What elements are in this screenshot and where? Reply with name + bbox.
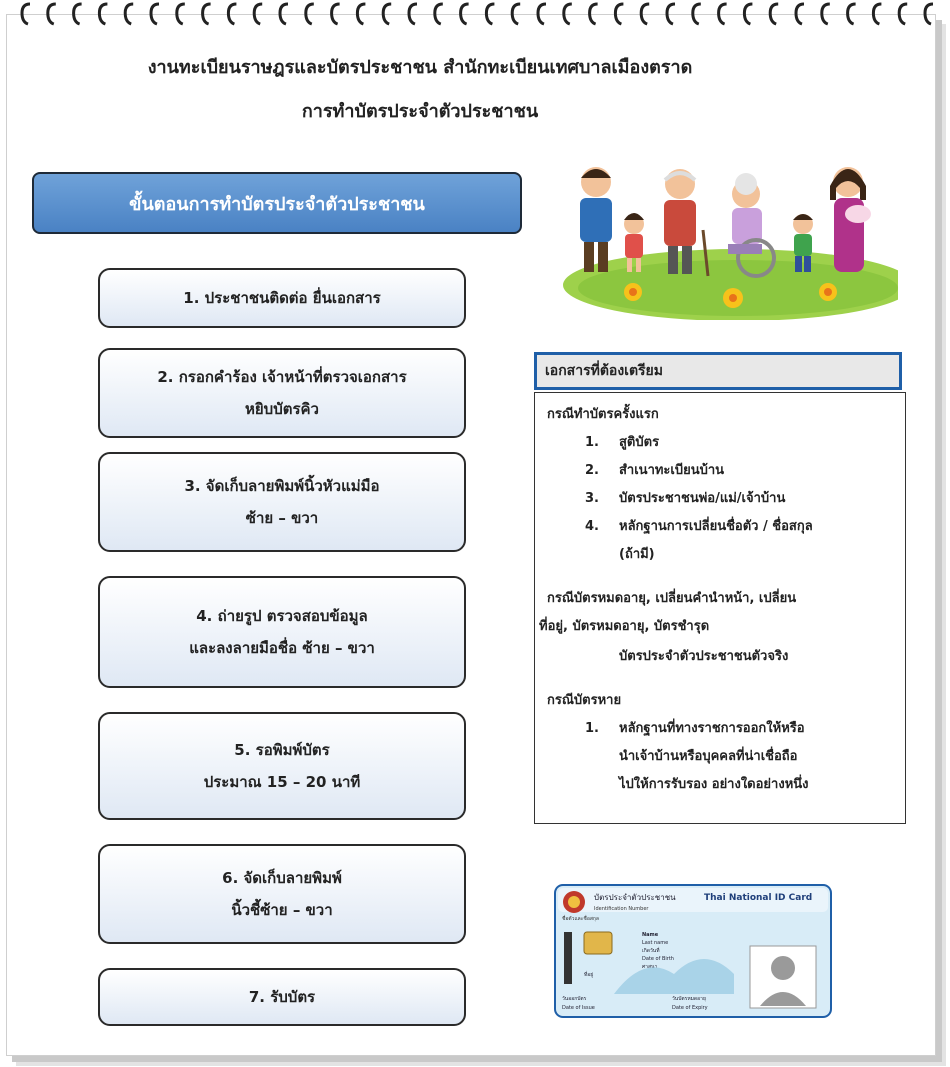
card-expiry-th: วันบัตรหมดอายุ bbox=[672, 996, 706, 1002]
office-heading: งานทะเบียนราษฎรและบัตรประชาชน สำนักทะเบียนเทศบาลเมืองตราด bbox=[147, 57, 693, 78]
doc-item-1: สูติบัตร bbox=[619, 435, 660, 450]
id-card-image bbox=[554, 884, 832, 1018]
card-address: ที่อยู่ bbox=[584, 972, 594, 978]
doc-item-3-num: 3. bbox=[585, 491, 599, 506]
spiral-ring bbox=[719, 4, 727, 24]
spiral-ring bbox=[203, 4, 211, 24]
spiral-ring bbox=[383, 4, 391, 24]
spiral-ring bbox=[99, 4, 107, 24]
spiral-ring bbox=[74, 4, 82, 24]
doc-item-3: บัตรประชาชนพ่อ/แม่/เจ้าบ้าน bbox=[619, 491, 786, 506]
spiral-ring bbox=[486, 4, 494, 24]
spiral-ring bbox=[357, 4, 365, 24]
card-issue-th: วันออกบัตร bbox=[562, 996, 587, 1002]
spiral-ring bbox=[409, 4, 417, 24]
step-6 bbox=[98, 844, 466, 944]
lost-item-num: 1. bbox=[585, 721, 599, 736]
expired-heading-2: ที่อยู่, บัตรหมดอายุ, บัตรชำรุด bbox=[539, 619, 710, 634]
spiral-ring bbox=[461, 4, 469, 24]
doc-item-4-note: (ถ้ามี) bbox=[619, 547, 655, 562]
spiral-ring bbox=[538, 4, 546, 24]
family-illustration bbox=[558, 160, 898, 320]
step-7 bbox=[98, 968, 466, 1026]
step-3-text: 3. จัดเก็บลายพิมพ์นิ้วหัวแม่มือ bbox=[184, 477, 380, 495]
expired-item: บัตรประจำตัวประชาชนตัวจริง bbox=[619, 649, 789, 664]
spiral-ring bbox=[822, 4, 830, 24]
lost-item-line2: นำเจ้าบ้านหรือบุคคลที่น่าเชื่อถือ bbox=[619, 749, 798, 764]
step-5 bbox=[98, 712, 466, 820]
spiral-ring bbox=[435, 4, 443, 24]
card-id-label: Identification Number bbox=[594, 906, 649, 912]
spiral-ring bbox=[22, 4, 30, 24]
spiral-ring bbox=[693, 4, 701, 24]
expired-heading: กรณีบัตรหมดอายุ, เปลี่ยนคำนำหน้า, เปลี่ยน bbox=[547, 591, 797, 606]
step-1-text: 1. ประชาชนติดต่อ ยื่นเอกสาร bbox=[183, 289, 381, 307]
spiral-binding bbox=[0, 0, 950, 28]
card-religion: ศาสนา bbox=[642, 964, 658, 970]
spiral-ring bbox=[151, 4, 159, 24]
spiral-ring bbox=[899, 4, 907, 24]
step-7-text: 7. รับบัตร bbox=[248, 988, 316, 1006]
spiral-ring bbox=[615, 4, 623, 24]
spiral-ring bbox=[925, 4, 933, 24]
card-title-th: บัตรประจำตัวประชาชน bbox=[594, 893, 676, 902]
step-2 bbox=[98, 348, 466, 438]
step-1 bbox=[98, 268, 466, 328]
card-dob-en: Date of Birth bbox=[642, 956, 674, 962]
spiral-ring bbox=[564, 4, 572, 24]
spiral-ring bbox=[873, 4, 881, 24]
step-4 bbox=[98, 576, 466, 688]
page-title: การทำบัตรประจำตัวประชาชน bbox=[301, 101, 539, 122]
spiral-ring bbox=[796, 4, 804, 24]
doc-item-1-num: 1. bbox=[585, 435, 599, 450]
lost-item-line3: ไปให้การรับรอง อย่างใดอย่างหนึ่ง bbox=[619, 777, 809, 792]
card-last-name: Last name bbox=[642, 940, 669, 946]
spiral-ring bbox=[306, 4, 314, 24]
spiral-ring bbox=[744, 4, 752, 24]
spiral-ring bbox=[667, 4, 675, 24]
documents-box bbox=[534, 392, 906, 824]
step-2-text: 2. กรอกคำร้อง เจ้าหน้าที่ตรวจเอกสาร bbox=[157, 368, 407, 386]
doc-item-4-num: 4. bbox=[585, 519, 599, 534]
step-5-text-2: ประมาณ 15 – 20 นาที bbox=[203, 773, 361, 791]
spiral-ring bbox=[48, 4, 56, 24]
card-expiry-en: Date of Expiry bbox=[672, 1005, 708, 1011]
first-time-heading: กรณีทำบัตรครั้งแรก bbox=[547, 407, 659, 422]
spiral-ring bbox=[590, 4, 598, 24]
documents-title: เอกสารที่ต้องเตรียม bbox=[534, 352, 902, 390]
card-name-label: ชื่อตัวและชื่อสกุล bbox=[562, 916, 599, 922]
spiral-ring bbox=[254, 4, 262, 24]
step-3 bbox=[98, 452, 466, 552]
step-6-text-2: นิ้วชี้ซ้าย – ขวา bbox=[231, 901, 333, 919]
card-title-en: Thai National ID Card bbox=[704, 893, 813, 903]
spiral-ring bbox=[641, 4, 649, 24]
spiral-ring bbox=[125, 4, 133, 24]
spiral-ring bbox=[177, 4, 185, 24]
lost-item-line1: หลักฐานที่ทางราชการออกให้หรือ bbox=[619, 721, 805, 736]
steps-title: ขั้นตอนการทำบัตรประจำตัวประชาชน bbox=[32, 172, 522, 234]
card-issue-en: Date of Issue bbox=[562, 1005, 595, 1011]
step-2-text-2: หยิบบัตรคิว bbox=[245, 400, 319, 418]
spiral-ring bbox=[848, 4, 856, 24]
doc-item-2: สำเนาทะเบียนบ้าน bbox=[619, 463, 725, 478]
doc-item-2-num: 2. bbox=[585, 463, 599, 478]
step-5-text: 5. รอพิมพ์บัตร bbox=[234, 741, 330, 759]
step-6-text: 6. จัดเก็บลายพิมพ์ bbox=[222, 869, 342, 887]
step-4-text-2: และลงลายมือชื่อ ซ้าย – ขวา bbox=[189, 639, 375, 657]
spiral-ring bbox=[332, 4, 340, 24]
spiral-ring bbox=[512, 4, 520, 24]
spiral-ring bbox=[280, 4, 288, 24]
card-name-en: Name bbox=[642, 932, 659, 938]
step-3-text-2: ซ้าย – ขวา bbox=[245, 509, 319, 527]
lost-heading: กรณีบัตรหาย bbox=[547, 693, 622, 708]
step-4-text: 4. ถ่ายรูป ตรวจสอบข้อมูล bbox=[196, 607, 368, 625]
doc-item-4: หลักฐานการเปลี่ยนชื่อตัว / ชื่อสกุล bbox=[619, 519, 813, 534]
card-dob-th: เกิดวันที่ bbox=[642, 948, 660, 954]
spiral-ring bbox=[228, 4, 236, 24]
spiral-ring bbox=[770, 4, 778, 24]
